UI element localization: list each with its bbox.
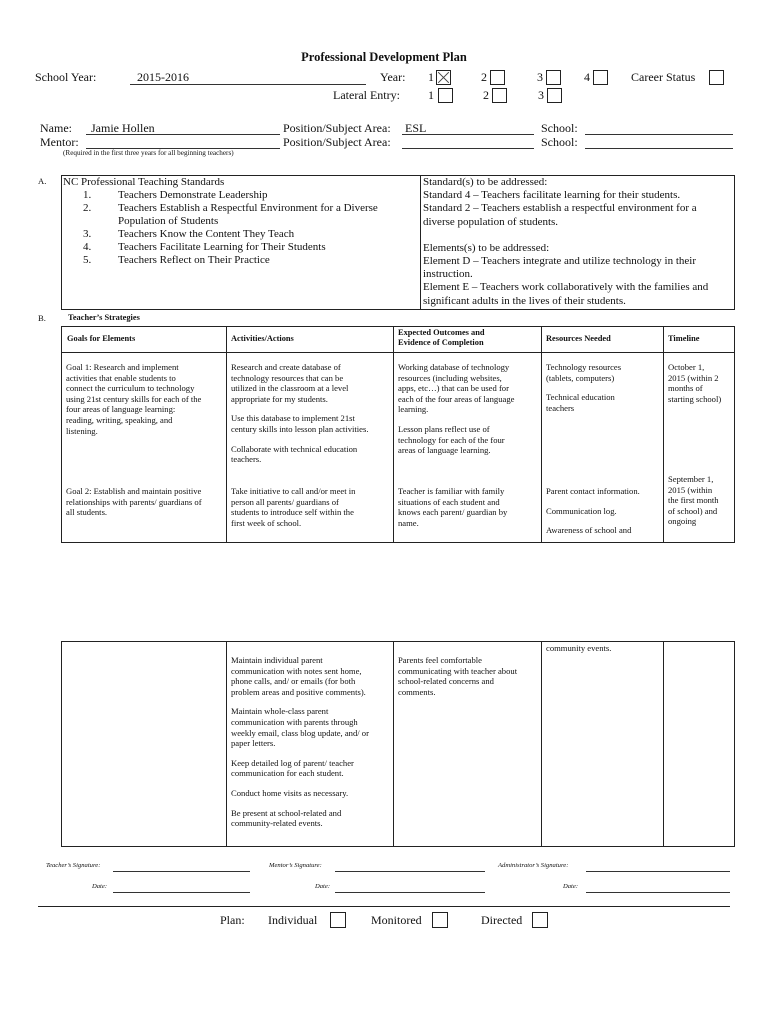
lateral-option-3-label: 3	[538, 88, 544, 102]
activity-line: Keep detailed log of parent/ teacher	[231, 757, 354, 768]
lateral-option-2-label: 2	[483, 88, 489, 102]
timeline-line: of school) and	[668, 505, 718, 516]
teacher-signature-line[interactable]	[113, 871, 250, 872]
mentor-label: Mentor:	[40, 135, 79, 149]
standard-num: 1.	[83, 189, 92, 201]
activity-line: person all parents/ guardians of	[231, 496, 339, 507]
activity-line: communication for each student.	[231, 768, 344, 779]
school-year-label: School Year:	[35, 70, 97, 84]
year-1-checkbox[interactable]	[436, 70, 451, 85]
resource-line: Technical education	[546, 392, 615, 403]
administrator-date-line[interactable]	[586, 892, 730, 893]
timeline-line: September 1,	[668, 474, 714, 484]
col-divider	[541, 326, 542, 542]
goal-line: relationships with parents/ guardians of	[66, 496, 202, 507]
lateral-2-checkbox[interactable]	[492, 88, 507, 103]
timeline-line: 2015 (within 2	[668, 372, 719, 383]
activity-line: students to introduce self within the	[231, 507, 354, 518]
outcome-line: knows each parent/ guardian by	[398, 507, 508, 518]
outcome-line: communicating with teacher about	[398, 665, 518, 676]
right-line: Element E – Teachers work collaboratively with the families and	[423, 281, 709, 294]
career-status-label: Career Status	[631, 70, 696, 84]
year-3-checkbox[interactable]	[546, 70, 561, 85]
continued-resources	[546, 643, 661, 654]
administrator-signature-label: Administrator’s Signature:	[498, 862, 569, 869]
timeline-line: months of	[668, 383, 703, 394]
standard-num	[83, 215, 103, 228]
goal-line: all students.	[66, 507, 108, 518]
goal-line: connect the curriculum to technology	[66, 383, 195, 394]
timeline-line: starting school)	[668, 393, 722, 404]
outcome-line: each of the four areas of language	[398, 393, 515, 404]
right-line: Elements(s) to be addressed:	[423, 241, 550, 254]
col-header-outcomes	[398, 328, 485, 348]
activity-line: technology resources that can be	[231, 372, 344, 383]
col-header-goals: Goals for Elements	[67, 334, 136, 343]
mentor-signature-line[interactable]	[335, 871, 485, 872]
resource-line: community events.	[546, 643, 612, 653]
standard-text: Teachers Establish a Respectful Environment for a Diverse	[118, 202, 378, 214]
standards-addressed	[423, 176, 733, 308]
outcome-line: apps, etc…) that can be used for	[398, 383, 509, 394]
goal-1-text	[66, 362, 224, 436]
mentor-note: (Required in the first three years for all beginning teachers)	[63, 149, 234, 157]
standard-num: 4.	[83, 241, 92, 253]
outcome-line: resources (including websites,	[398, 372, 502, 383]
col-divider	[226, 326, 227, 542]
outcome-line: comments.	[398, 686, 436, 697]
continued-activities	[231, 655, 391, 829]
school-year-value[interactable]: 2015-2016	[137, 70, 189, 84]
goal-1-timeline	[668, 362, 732, 404]
outcome-line: Parents feel comfortable	[398, 655, 482, 665]
standard-text: Teachers Demonstrate Leadership	[118, 189, 268, 201]
year-option-4-label: 4	[584, 70, 590, 84]
outcome-line: learning.	[398, 404, 429, 415]
activity-line: Maintain individual parent	[231, 655, 323, 665]
standards-list	[63, 176, 378, 267]
teacher-signature-label: Teacher’s Signature:	[46, 862, 101, 869]
outcome-line: situations of each student and	[398, 496, 500, 507]
col-header-activities: Activities/Actions	[231, 334, 294, 343]
col-header-outcomes-line1: Expected Outcomes and	[398, 328, 485, 337]
standard-text: Population of Students	[118, 215, 219, 227]
right-line: diverse population of students.	[423, 215, 559, 228]
goal-line: activities that enable students to	[66, 372, 176, 383]
mentor-position-line[interactable]	[402, 148, 534, 149]
goal-line: Goal 1: Research and implement	[66, 362, 179, 372]
activity-line: Collaborate with technical education	[231, 443, 358, 454]
mentor-date-label: Date:	[315, 883, 331, 890]
goal-line: Goal 2: Establish and maintain positive	[66, 486, 202, 496]
standard-num: 2.	[83, 202, 92, 214]
right-line: Standard 4 – Teachers facilitate learning for their students.	[423, 189, 681, 202]
standard-text: Teachers Reflect on Their Practice	[118, 254, 270, 266]
right-line: instruction.	[423, 268, 473, 281]
resource-line: Technology resources	[546, 362, 622, 372]
plan-individual-checkbox[interactable]	[330, 912, 346, 928]
plan-monitored-label: Monitored	[371, 913, 422, 927]
mentor-signature-label: Mentor’s Signature:	[269, 862, 322, 869]
administrator-signature-line[interactable]	[586, 871, 730, 872]
section-b-heading: Teacher’s Strategies	[68, 313, 140, 322]
resource-line: teachers	[546, 402, 575, 413]
col-divider	[541, 641, 542, 846]
activity-line: utilized in the classroom at a level	[231, 383, 349, 394]
plan-directed-label: Directed	[481, 913, 523, 927]
continued-outcomes	[398, 655, 540, 697]
plan-monitored-checkbox[interactable]	[432, 912, 448, 928]
school-line[interactable]	[585, 134, 733, 135]
plan-individual-label: Individual	[268, 913, 318, 927]
outcome-line: Lesson plans reflect use of	[398, 423, 490, 434]
standards-heading: NC Professional Teaching Standards	[63, 176, 225, 188]
lateral-3-checkbox[interactable]	[547, 88, 562, 103]
year-option-2-label: 2	[481, 70, 487, 84]
activity-line: Use this database to implement 21st	[231, 413, 355, 424]
administrator-date-label: Date:	[563, 883, 579, 890]
mentor-school-line[interactable]	[585, 148, 733, 149]
timeline-line: ongoing	[668, 516, 697, 527]
standard-num: 5.	[83, 254, 92, 266]
col-header-outcomes-line2: Evidence of Completion	[398, 338, 484, 347]
year-option-3-label: 3	[537, 70, 543, 84]
goal-line: four areas of language learning:	[66, 404, 176, 415]
col-divider	[663, 641, 664, 846]
position-value[interactable]: ESL	[405, 121, 427, 135]
col-header-timeline: Timeline	[668, 334, 700, 343]
section-b-marker: B.	[38, 313, 46, 323]
goal-2-resources	[546, 486, 661, 536]
col-divider	[663, 326, 664, 542]
goal-2-timeline	[668, 474, 732, 527]
activity-line: Research and create database of	[231, 362, 341, 372]
plan-directed-checkbox[interactable]	[532, 912, 548, 928]
goal-line: listening.	[66, 425, 98, 436]
activity-line: Be present at school-related and	[231, 807, 342, 818]
right-line: significant adults in the lives of their students.	[423, 294, 626, 307]
year-2-checkbox[interactable]	[490, 70, 505, 85]
timeline-line: 2015 (within	[668, 484, 713, 495]
mentor-school-label: School:	[541, 135, 578, 149]
activity-line: communication with parents through	[231, 716, 358, 727]
col-header-resources: Resources Needed	[546, 334, 611, 343]
activity-line: weekly email, class blog update, and/ or	[231, 727, 369, 738]
goal-2-outcomes	[398, 486, 540, 528]
school-label: School:	[541, 121, 578, 135]
year-label: Year:	[380, 70, 406, 84]
activity-line: phone calls, and/ or emails (for both	[231, 676, 356, 687]
resource-line: Awareness of school and	[546, 525, 632, 536]
activity-line: century skills into lesson plan activities.	[231, 423, 369, 434]
activity-line: community-related events.	[231, 818, 323, 829]
lateral-option-1-label: 1	[428, 88, 434, 102]
right-line: Element D – Teachers integrate and utilize technology in their	[423, 255, 697, 268]
name-label: Name:	[40, 121, 72, 135]
resource-line: Parent contact information.	[546, 486, 640, 496]
standard-num: 3.	[83, 228, 92, 240]
right-line-blank	[423, 229, 733, 242]
col-divider	[393, 641, 394, 846]
section-a-divider	[420, 175, 421, 309]
activity-line: Maintain whole-class parent	[231, 706, 329, 717]
mentor-position-label: Position/Subject Area:	[283, 135, 391, 149]
activity-line: communication with notes sent home,	[231, 665, 362, 676]
year-4-checkbox[interactable]	[593, 70, 608, 85]
teacher-date-line[interactable]	[113, 892, 250, 893]
goal-2-activities	[231, 486, 391, 528]
outcome-line: Teacher is familiar with family	[398, 486, 505, 496]
col-divider	[226, 641, 227, 846]
goal-line: reading, writing, speaking, and	[66, 414, 173, 425]
outcome-line: Working database of technology	[398, 362, 510, 372]
goal-2-text	[66, 486, 224, 518]
outcome-line: technology for each of the four	[398, 434, 505, 445]
right-line: Standard 2 – Teachers establish a respectful environment for a	[423, 202, 697, 215]
activity-line: problem areas and positive comments).	[231, 686, 366, 697]
lateral-1-checkbox[interactable]	[438, 88, 453, 103]
year-option-1-label: 1	[428, 70, 434, 84]
timeline-line: October 1,	[668, 362, 705, 372]
resource-line: (tablets, computers)	[546, 372, 615, 383]
lateral-entry-label: Lateral Entry:	[333, 88, 400, 102]
standard-text: Teachers Know the Content They Teach	[118, 228, 295, 240]
career-status-checkbox[interactable]	[709, 70, 724, 85]
outcome-line: name.	[398, 517, 419, 528]
plan-label: Plan:	[220, 913, 245, 927]
activity-line: Take initiative to call and/or meet in	[231, 486, 356, 496]
goal-line: using 21st century skills for each of the	[66, 393, 202, 404]
col-divider	[393, 326, 394, 542]
goal-1-activities	[231, 362, 391, 465]
teacher-date-label: Date:	[92, 883, 108, 890]
timeline-line: the first month	[668, 495, 719, 506]
position-label: Position/Subject Area:	[283, 121, 391, 135]
section-a-marker: A.	[38, 176, 47, 186]
activity-line: teachers.	[231, 454, 262, 465]
strategies-header-rule	[61, 352, 734, 353]
goal-1-resources	[546, 362, 661, 413]
activity-line: appropriate for my students.	[231, 393, 328, 404]
mentor-date-line[interactable]	[335, 892, 485, 893]
standard-text: Teachers Facilitate Learning for Their Students	[118, 241, 326, 253]
outcome-line: school-related concerns and	[398, 676, 494, 687]
footer-divider	[38, 906, 730, 907]
resource-line: Communication log.	[546, 505, 617, 516]
activity-line: first week of school.	[231, 517, 302, 528]
page-title: Professional Development Plan	[301, 50, 467, 64]
right-line: Standard(s) to be addressed:	[423, 176, 548, 188]
activity-line: Conduct home visits as necessary.	[231, 787, 349, 798]
outcome-line: areas of language learning.	[398, 445, 491, 456]
activity-line: paper letters.	[231, 738, 276, 749]
name-value[interactable]: Jamie Hollen	[91, 121, 155, 135]
goal-1-outcomes	[398, 362, 540, 456]
